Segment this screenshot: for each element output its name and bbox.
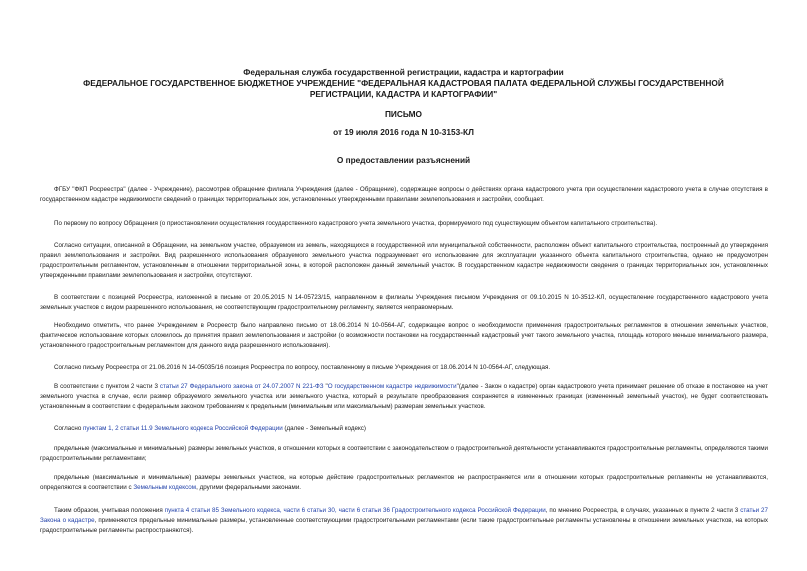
- paragraph-11-text-b: , по мнению Росреестра, в случаях, указанных в пункте 2 части 3: [545, 507, 741, 514]
- paragraph-10-text-a: предельные (максимальные и минимальные) размеры земельных участков, на которые действие градостроительных регламентов не распространяется или в отношении которых градостроительные регламенты не устанавливаются, определяются в соответствии с: [40, 474, 768, 491]
- law-221-fz-link[interactable]: статьи 27 Федерального закона от 24.07.2007 N 221-ФЗ: [159, 383, 324, 390]
- institution-name-line1: ФЕДЕРАЛЬНОЕ ГОСУДАРСТВЕННОЕ БЮДЖЕТНОЕ УЧРЕЖДЕНИЕ "ФЕДЕРАЛЬНАЯ КАДАСТРОВАЯ ПАЛАТА ФЕДЕРАЛЬНОЙ СЛУЖБЫ ГОСУДАРСТВЕННОЙ: [83, 78, 724, 88]
- agency-name: Федеральная служба государственной регистрации, кадастра и картографии: [243, 67, 564, 77]
- land-code-link[interactable]: Земельным кодексом: [133, 484, 197, 491]
- land-and-urban-code-link[interactable]: пункта 4 статьи 85 Земельного кодекса, части 6 статьи 30, части 6 статьи 36 Градостроительного кодекса Российской Федерации: [164, 507, 546, 514]
- paragraph-11-text-a: Таким образом, учитывая положения: [54, 507, 165, 514]
- doc-subject: О предоставлении разъяснений: [336, 155, 471, 165]
- paragraph-10: [40, 473, 768, 493]
- paragraph-7-text-b: ": [323, 383, 328, 390]
- paragraph-5: Необходимо отметить, что ранее Учреждением в Росреестр было направлено письмо от 18.06.2014 N 10-0564-АГ, содержащее вопрос о необходимости применения градостроительных регламентов в отношении земельных участков, фактическое использование которых сложилось до принятия правил землепользования и застройки (о возможности постановки на государственный кадастровый учет такого земельного участка, площадь которого меньше минимального размера, установленного градостроительным регламентом для данного вида разрешенного использования).: [40, 322, 768, 349]
- paragraph-6: Согласно письму Росреестра от 21.06.2016 N 14-05035/16 позиция Росреестра по вопросу, поставленному в письме Учреждения от 18.06.2014 N 10-0564-АГ, следующая.: [54, 364, 551, 371]
- paragraph-4: В соответствии с позицией Росреестра, изложенной в письме от 20.05.2015 N 14-05723/15, направленном в филиалы Учреждения письмом Учреждения от 09.10.2015 N 10-3512-КЛ, осуществление государственного кадастрового учета земельных участков с видом разрешенного использования, не соответствующим градостроительному регламенту, является неправомерным.: [40, 294, 768, 311]
- paragraph-11: [40, 506, 768, 536]
- paragraph-7: [40, 382, 768, 412]
- paragraph-8-text-b: (далее - Земельный кодекс): [282, 425, 366, 432]
- paragraph-7-text-a: В соответствии с пунктом 2 части 3: [54, 383, 160, 390]
- paragraph-11-text-c: , применяются предельные минимальные размеры, установленные соответствующими градостроительными регламентами (если такие градостроительные регламенты установлены в отношении земельных участков, на которых градостроительные регламенты распространяются).: [40, 517, 769, 534]
- paragraph-7-text-c: "(далее - Закон о кадастре) орган кадастрового учета принимает решение об отказе в постановке на учет земельного участка в случае, если размер образуемого земельного участка или земельного участка, который в результате преобразования сохраняется в измененных границах (измененный земельный участок), не будет соответствовать установленным в соответствии с федеральным законом требованиям к предельным (минимальным или максимальным) размерам земельных участков.: [40, 383, 768, 410]
- cadastre-law-article-27-link[interactable]: статьи 27 Закона о кадастре: [40, 507, 768, 524]
- paragraph-8-text-a: Согласно: [54, 425, 84, 432]
- doc-type: ПИСЬМО: [384, 109, 423, 119]
- cadastre-law-title-link[interactable]: О государственном кадастре недвижимости: [327, 383, 457, 390]
- paragraph-9: предельные (максимальные и минимальные) размеры земельных участков, в отношении которых в соответствии с законодательством о градостроительной деятельности устанавливаются градостроительные регламенты, определяются такими градостроительными регламентами;: [40, 445, 768, 462]
- paragraph-10-text-b: , другими федеральными законами.: [196, 484, 302, 491]
- doc-date: от 19 июля 2016 года N 10-3153-КЛ: [333, 127, 474, 137]
- land-code-article-11-9-link[interactable]: пунктам 1, 2 статьи 11.9 Земельного кодекса Российской Федерации: [83, 425, 283, 432]
- paragraph-3: Согласно ситуации, описанной в Обращении, на земельном участке, образуемом из земель, находящихся в государственной или муниципальной собственности, расположен объект капитального строительства, построенный до утверждения правил землепользования и застройки. Вид разрешенного использования образуемого земельного участка подразумевает его использование для эксплуатации указанного объекта капитального строительства, однако не предусмотрен градостроительным регламентом, установленным в отношении территориальной зоны, в которой расположен данный земельный участок. В государственном кадастре недвижимости сведения о границах территориальных зон, установленных утвержденными правилами землепользования и застройки, отсутствуют.: [40, 242, 768, 279]
- institution-name-line2: РЕГИСТРАЦИИ, КАДАСТРА И КАРТОГРАФИИ": [309, 89, 498, 99]
- paragraph-8: [40, 424, 768, 434]
- paragraph-1: ФГБУ "ФКП Росреестра" (далее - Учреждение), рассмотрев обращение филиала Учреждения (далее - Обращение), содержащее вопросы о действиях органа кадастрового учета при осуществлении кадастрового учета в случае отсутствия в государственном кадастре недвижимости сведений о границах территориальных зон, установленных утвержденными правилами землепользования и застройки, сообщает.: [40, 186, 768, 203]
- paragraph-2: По первому по вопросу Обращения (о приостановлении осуществления государственного кадастрового учета земельного участка, формируемого под существующим объектом капитального строительства).: [54, 220, 658, 227]
